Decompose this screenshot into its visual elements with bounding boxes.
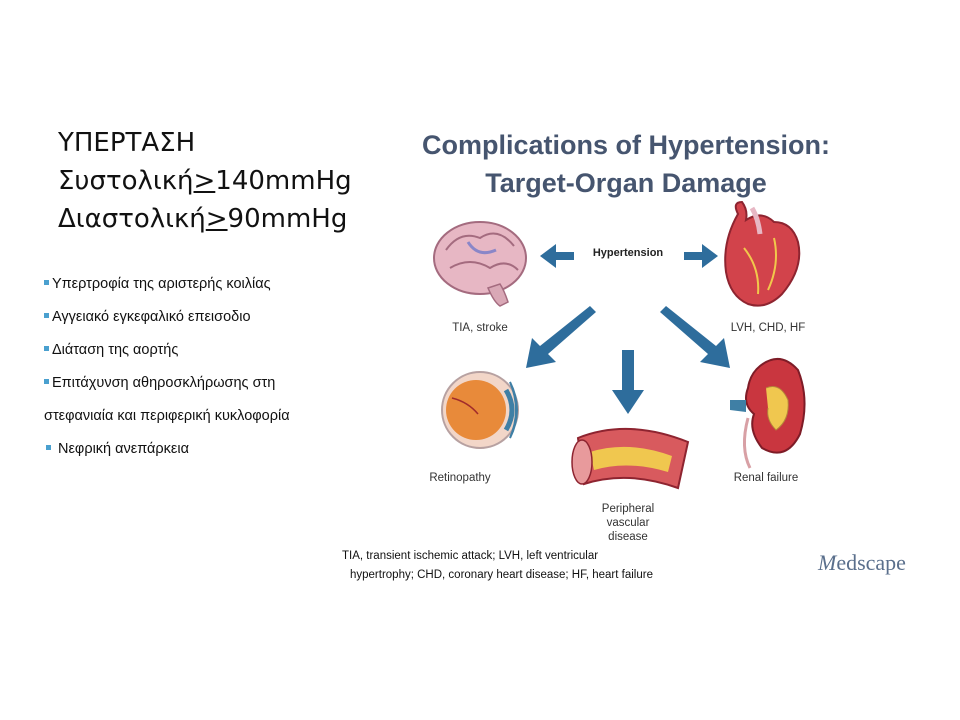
- target-organ-diagram: [328, 118, 928, 588]
- ge-symbol: >: [205, 204, 228, 234]
- diastolic-value: 90mmHg: [227, 204, 348, 234]
- bullet-square-icon: [44, 313, 49, 318]
- bullet-square-icon: [44, 346, 49, 351]
- systolic-label: Συστολική: [58, 166, 194, 196]
- footnote-line2: hypertrophy; CHD, coronary heart disease; HF, heart failure: [350, 569, 653, 581]
- bullet-item: Αγγειακό εγκεφαλικό επεισοδιο: [44, 301, 374, 334]
- bullet-list: [44, 268, 374, 466]
- bullet-square-icon: [44, 280, 49, 285]
- diagram-title-line1: Complications of Hypertension:: [421, 130, 831, 160]
- vessel-label-line3: disease: [608, 531, 648, 543]
- bullet-item: Διάταση της αορτής: [44, 334, 374, 367]
- blood-vessel-icon: [572, 429, 688, 488]
- ge-symbol: >: [193, 166, 216, 196]
- bullet-square-icon: [44, 379, 49, 384]
- arrow-left-icon: [540, 244, 574, 268]
- slide-title: ΥΠΕΡΤΑΣΗ: [58, 128, 196, 158]
- bullet-item: Υπερτροφία της αριστερής κοιλίας: [44, 268, 374, 301]
- vessel-label-line1: Peripheral: [601, 503, 655, 515]
- heart-label: LVH, CHD, HF: [730, 322, 806, 334]
- diastolic-line: [58, 200, 352, 238]
- arrow-right-icon: [684, 244, 718, 268]
- brain-label: TIA, stroke: [452, 322, 508, 334]
- brain-icon: [434, 222, 526, 306]
- bullet-item-continuation: στεφανιαία και περιφερική κυκλοφορία: [44, 408, 290, 424]
- footnote-line1: TIA, transient ischemic attack; LVH, left ventricular: [342, 550, 599, 562]
- bullet-item: Νεφρική ανεπάρκεια: [44, 433, 374, 466]
- kidney-label: Renal failure: [733, 472, 799, 484]
- bullet-item: Επιτάχυνση αθηροσκλήρωσης στη: [44, 367, 374, 400]
- systolic-line: [58, 162, 352, 200]
- arrow-down-left-icon: [526, 306, 596, 368]
- arrow-down-icon: [612, 350, 644, 414]
- diagram-svg: [328, 118, 928, 588]
- systolic-value: 140mmHg: [215, 166, 352, 196]
- diagram-title-line2: Target-Organ Damage: [485, 168, 767, 198]
- kidney-icon: [730, 359, 805, 468]
- arrow-down-right-icon: [660, 306, 730, 368]
- eye-icon: [442, 372, 518, 448]
- heart-icon: [725, 202, 799, 306]
- slide-title-block: [58, 124, 352, 238]
- bullet-square-icon: [46, 445, 51, 450]
- vessel-label-line2: vascular: [606, 517, 650, 529]
- eye-label: Retinopathy: [429, 472, 491, 484]
- hypertension-label: Hypertension: [592, 247, 664, 259]
- medscape-logo: Medscape: [818, 550, 906, 575]
- diastolic-label: Διαστολική: [58, 204, 206, 234]
